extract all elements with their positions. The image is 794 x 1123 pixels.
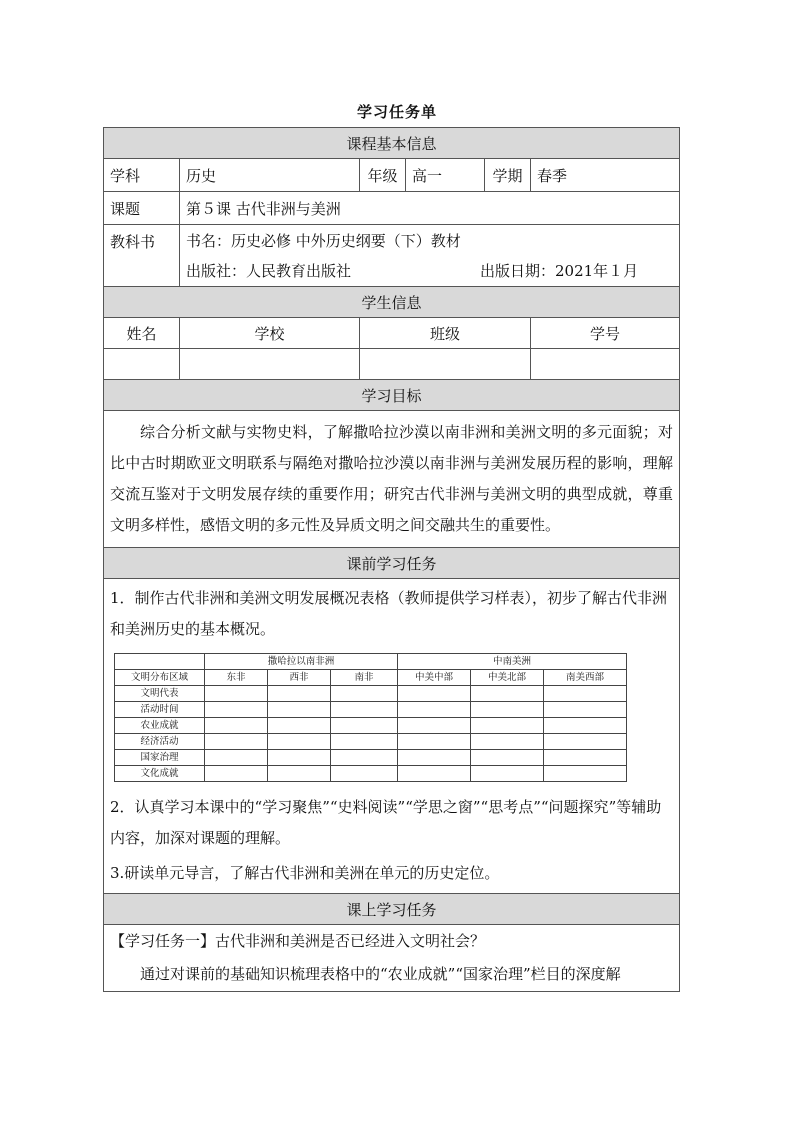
in-class-task-1-text: 通过对课前的基础知识梳理表格中的“农业成就”“国家治理”栏目的深度解: [140, 965, 621, 983]
table-cell[interactable]: [544, 686, 627, 702]
column-header: 南美西部: [544, 670, 627, 686]
column-header: 南非: [331, 670, 398, 686]
table-cell[interactable]: [268, 766, 331, 782]
table-cell[interactable]: [398, 734, 471, 750]
table-row: [115, 686, 627, 702]
topic-label: 课题: [104, 192, 180, 225]
name-input-cell[interactable]: [104, 349, 180, 380]
name-column-header: 姓名: [104, 318, 180, 349]
table-row: [115, 750, 627, 766]
table-cell[interactable]: [331, 750, 398, 766]
row-header: 经济活动: [115, 734, 205, 750]
subject-value: 历史: [180, 159, 360, 192]
table-row: [115, 734, 627, 750]
column-header: 中美中部: [398, 670, 471, 686]
table-cell[interactable]: [544, 750, 627, 766]
grade-label: 年级: [360, 159, 406, 192]
table-cell[interactable]: [544, 702, 627, 718]
group-sub-saharan-africa: 撒哈拉以南非洲: [205, 654, 398, 670]
grade-value: 高一: [406, 159, 485, 192]
student-id-column-header: 学号: [531, 318, 680, 349]
column-header: 西非: [268, 670, 331, 686]
pre-class-header: 课前学习任务: [104, 548, 680, 579]
class-column-header: 班级: [360, 318, 531, 349]
table-row: [115, 718, 627, 734]
table-row: [115, 766, 627, 782]
course-info-header: 课程基本信息: [104, 128, 680, 159]
goals-header: 学习目标: [104, 380, 680, 411]
term-label: 学期: [485, 159, 531, 192]
table-cell[interactable]: [471, 734, 544, 750]
table-cell[interactable]: [544, 734, 627, 750]
table-cell[interactable]: [331, 766, 398, 782]
row-header: 活动时间: [115, 702, 205, 718]
in-class-header: 课上学习任务: [104, 894, 680, 925]
column-header: 中美北部: [471, 670, 544, 686]
in-class-content: [104, 925, 680, 992]
table-cell[interactable]: [268, 734, 331, 750]
student-info-header: 学生信息: [104, 287, 680, 318]
column-header: 东非: [205, 670, 268, 686]
region-corner-label: 文明分布区域: [115, 670, 205, 686]
table-cell[interactable]: [398, 686, 471, 702]
table-cell[interactable]: [268, 718, 331, 734]
table-cell[interactable]: [331, 686, 398, 702]
in-class-task-1-title: [104, 925, 679, 958]
publisher-line: [180, 256, 679, 286]
table-cell[interactable]: [471, 750, 544, 766]
table-cell[interactable]: [544, 766, 627, 782]
table-cell[interactable]: [205, 702, 268, 718]
table-cell[interactable]: [205, 750, 268, 766]
pre-class-task-2: 2．认真学习本课中的“学习聚焦”“史料阅读”“学思之窗”“思考点”“问题探究”等辅助内容，加深对课题的理解。: [110, 798, 662, 847]
school-column-header: 学校: [180, 318, 360, 349]
publisher: 出版社：人民教育出版社: [186, 261, 352, 280]
table-cell[interactable]: [471, 702, 544, 718]
sub-table-blank-corner: [115, 654, 205, 670]
task-question: 古代非洲和美洲是否已经进入文明社会？: [215, 932, 486, 950]
group-central-south-america: 中南美洲: [398, 654, 627, 670]
table-cell[interactable]: [331, 702, 398, 718]
table-cell[interactable]: [471, 718, 544, 734]
table-cell[interactable]: [471, 766, 544, 782]
row-header: 农业成就: [115, 718, 205, 734]
class-input-cell[interactable]: [360, 349, 531, 380]
table-cell[interactable]: [268, 702, 331, 718]
table-cell[interactable]: [398, 718, 471, 734]
student-id-input-cell[interactable]: [531, 349, 680, 380]
row-header: 文化成就: [115, 766, 205, 782]
table-cell[interactable]: [471, 686, 544, 702]
table-cell[interactable]: [268, 686, 331, 702]
row-header: 文明代表: [115, 686, 205, 702]
table-cell[interactable]: [205, 766, 268, 782]
pre-class-task-3: 3.研读单元导言，了解古代非洲和美洲在单元的历史定位。: [110, 864, 500, 882]
task-tag: 【学习任务一】: [110, 932, 216, 950]
pre-class-task-1: 1．制作古代非洲和美洲文明发展概况表格（教师提供学习样表），初步了解古代非洲和美洲历史的基本概况。: [110, 589, 668, 638]
page-title: 学习任务单: [356, 103, 437, 121]
row-header: 国家治理: [115, 750, 205, 766]
book-name: 书名：历史必修 中外历史纲要（下）教材: [186, 231, 461, 250]
pre-class-content: [104, 579, 680, 894]
table-cell[interactable]: [398, 750, 471, 766]
table-row: [115, 702, 627, 718]
task-sheet-table: [103, 127, 680, 992]
table-cell[interactable]: [398, 702, 471, 718]
textbook-label: 教科书: [104, 225, 180, 287]
table-cell[interactable]: [398, 766, 471, 782]
table-cell[interactable]: [544, 718, 627, 734]
school-input-cell[interactable]: [180, 349, 360, 380]
goals-text: 综合分析文献与实物史料，了解撒哈拉沙漠以南非洲和美洲文明的多元面貌；对比中古时期欧亚文明联系与隔绝对撒哈拉沙漠以南非洲与美洲发展历程的影响，理解交流互鉴对于文明发展存续的重要作用；研究古代非洲与美洲文明的典型成就，尊重文明多样性，感悟文明的多元性及异质文明之间交融共生的重要性。: [104, 411, 680, 548]
term-value: 春季: [531, 159, 680, 192]
table-cell[interactable]: [205, 718, 268, 734]
topic-value: 第５课 古代非洲与美洲: [180, 192, 680, 225]
table-cell[interactable]: [268, 750, 331, 766]
publication-date: 出版日期：2021年１月: [480, 261, 639, 280]
civilization-overview-table: [114, 653, 627, 782]
table-cell[interactable]: [205, 734, 268, 750]
table-cell[interactable]: [205, 686, 268, 702]
textbook-details: [180, 225, 680, 287]
table-cell[interactable]: [331, 734, 398, 750]
subject-label: 学科: [104, 159, 180, 192]
table-cell[interactable]: [331, 718, 398, 734]
